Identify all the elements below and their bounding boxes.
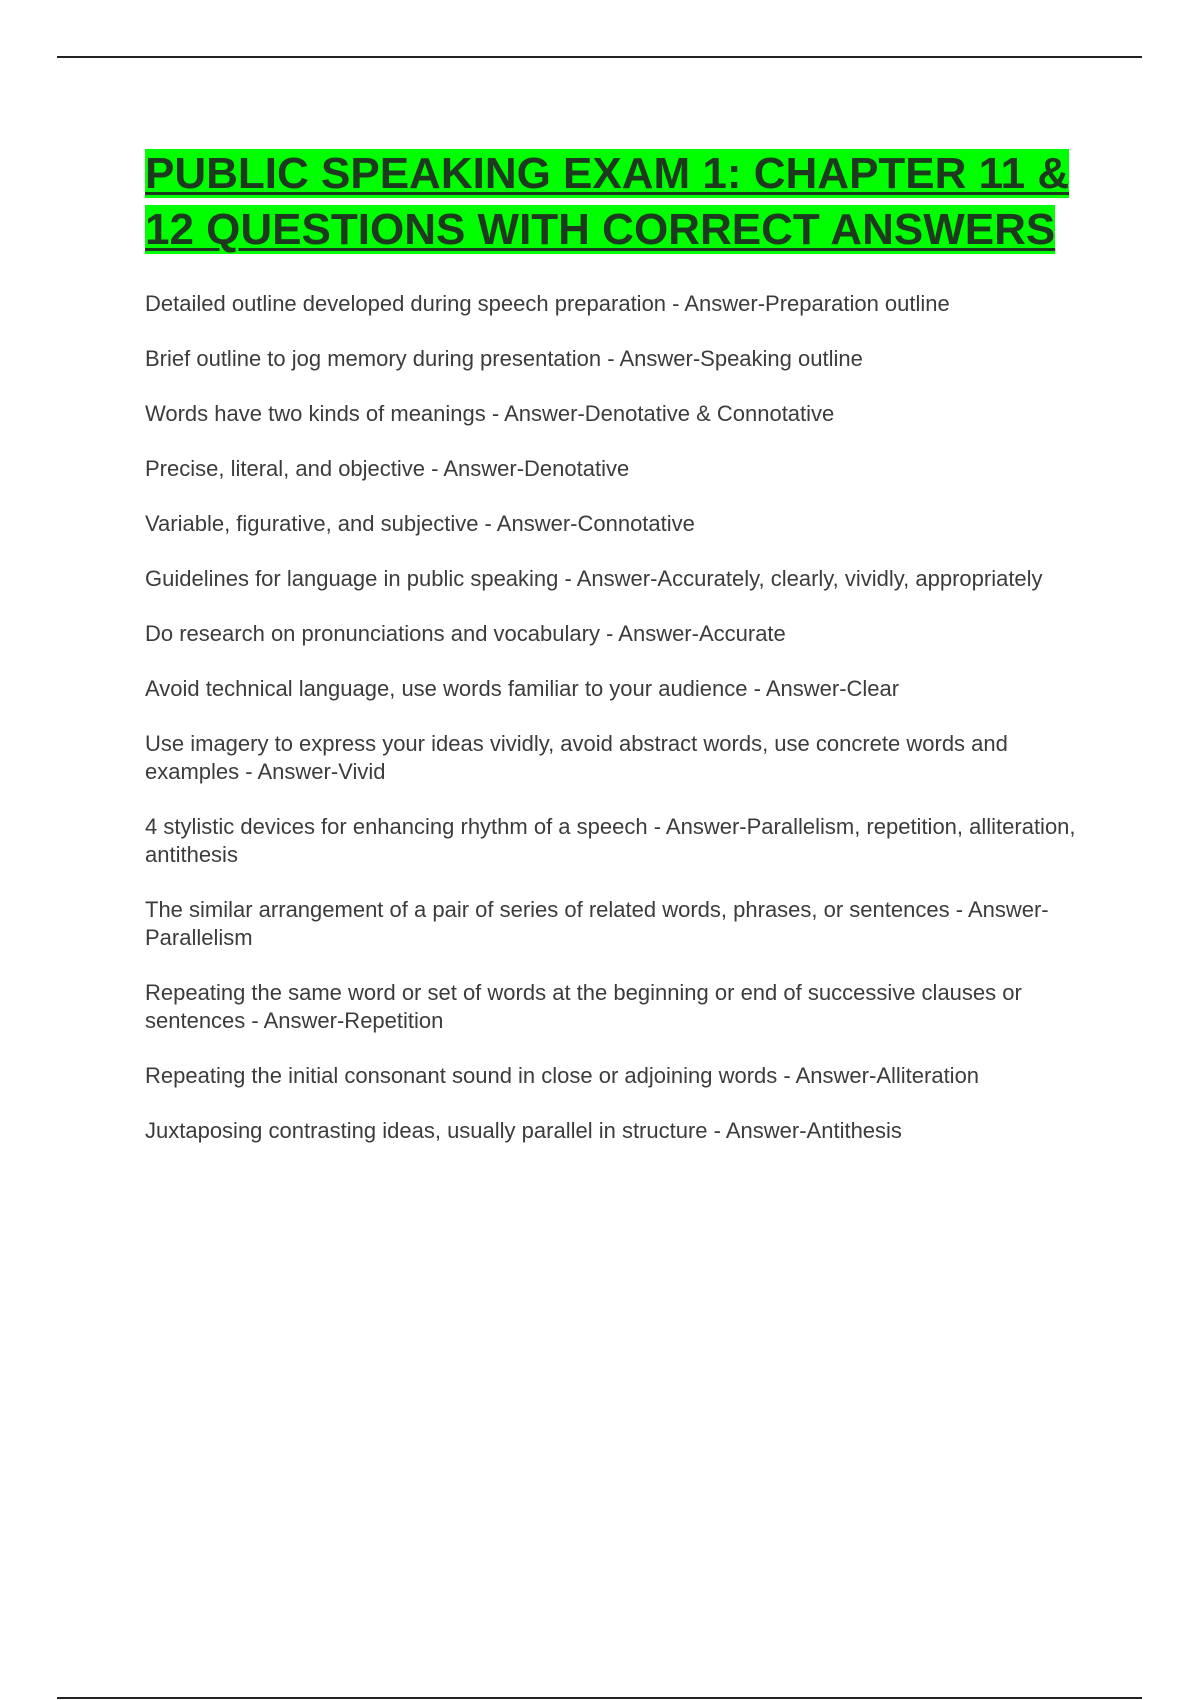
qa-list	[145, 290, 1085, 1145]
document-body	[145, 146, 1085, 1172]
list-item: Do research on pronunciations and vocabulary - Answer-Accurate	[145, 621, 786, 646]
list-item: Detailed outline developed during speech preparation - Answer-Preparation outline	[145, 291, 950, 316]
title-highlight: PUBLIC SPEAKING EXAM 1: CHAPTER 11 & 12 QUESTIONS WITH CORRECT ANSWERS	[145, 149, 1070, 254]
list-item: 4 stylistic devices for enhancing rhythm of a speech - Answer-Parallelism, repetition, alliteration, antithesis	[145, 814, 1076, 867]
list-item: Repeating the same word or set of words at the beginning or end of successive clauses or sentences - Answer-Repetition	[145, 980, 1022, 1033]
list-item: Juxtaposing contrasting ideas, usually parallel in structure - Answer-Antithesis	[145, 1118, 902, 1143]
list-item: Repeating the initial consonant sound in close or adjoining words - Answer-Alliteration	[145, 1063, 980, 1088]
list-item: Guidelines for language in public speaking - Answer-Accurately, clearly, vividly, appropriately	[145, 566, 1043, 591]
top-divider	[57, 56, 1142, 58]
bottom-divider	[57, 1697, 1142, 1699]
list-item: Variable, figurative, and subjective - Answer-Connotative	[145, 511, 695, 536]
document-title	[145, 146, 1085, 258]
list-item: The similar arrangement of a pair of series of related words, phrases, or sentences - Answer-Parallelism	[145, 897, 1049, 950]
list-item: Precise, literal, and objective - Answer-Denotative	[145, 456, 630, 481]
list-item: Avoid technical language, use words familiar to your audience - Answer-Clear	[145, 676, 900, 701]
list-item: Words have two kinds of meanings - Answer-Denotative & Connotative	[145, 401, 835, 426]
list-item: Brief outline to jog memory during presentation - Answer-Speaking outline	[145, 346, 863, 371]
list-item: Use imagery to express your ideas vividly, avoid abstract words, use concrete words and examples - Answer-Vivid	[145, 731, 1008, 784]
